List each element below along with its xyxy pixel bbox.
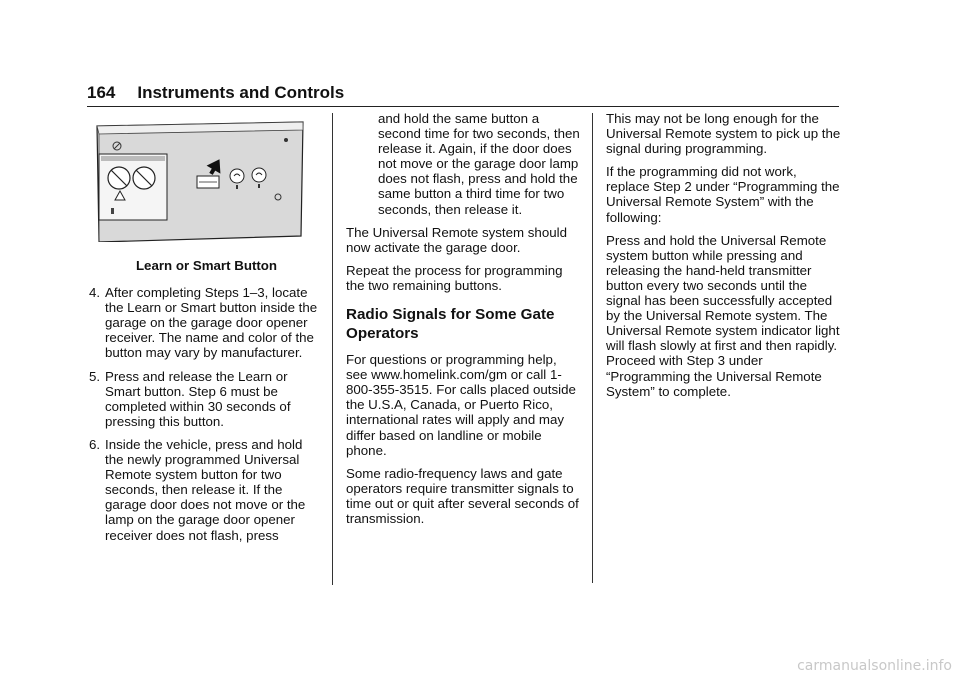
step-number: 4. xyxy=(89,285,101,301)
column-3 xyxy=(606,111,842,407)
watermark: carmanualsonline.info xyxy=(797,658,952,674)
column-divider xyxy=(332,113,333,585)
section-heading: Radio Signals for Some Gate Operators xyxy=(346,306,555,343)
paragraph: Press and hold the Universal Remote system button while pressing and releasing the hand-held transmitter button every two seconds until the signal has been successfully accepted by the Universal Remote system. The Universal Remote system indicator light will flash slowly at first and then rapidly. Proceed with Step 3 under “Programming the Universal Remote System” to complete. xyxy=(606,232,840,399)
page-number: 164 xyxy=(87,83,116,102)
figure-caption: Learn or Smart Button xyxy=(135,258,278,273)
paragraph: If the programming did not work, replace Step 2 under “Programming the Universal Remote System” with the following: xyxy=(606,164,840,225)
page-header xyxy=(87,82,839,104)
step-number: 5. xyxy=(89,368,101,384)
step-text: Inside the vehicle, press and hold the newly programmed Universal Remote system button for two seconds, then release it. If the garage door does not move or the lamp on the garage door opener receiver does not flash, press xyxy=(105,436,306,543)
column-1 xyxy=(89,120,324,551)
step-text: Press and release the Learn or Smart button. Step 6 must be completed within 30 seconds of pressing this button. xyxy=(105,368,291,429)
section-title: Instruments and Controls xyxy=(137,83,345,102)
paragraph: This may not be long enough for the Universal Remote system to pick up the signal during programming. xyxy=(606,111,841,157)
header-rule xyxy=(87,106,839,107)
paragraph: For questions or programming help, see www.homelink.com/gm or call 1-800-355-3515. For calls placed outside the U.S.A, Canada, or Puerto Rico, international rates will apply and may differ based on landline or mobile phone. xyxy=(346,352,576,458)
step-text: After completing Steps 1–3, locate the Learn or Smart button inside the garage on the garage door opener receiver. The name and color of the button may vary by manufacturer. xyxy=(105,285,318,361)
column-divider xyxy=(592,113,593,583)
step-continuation: and hold the same button a second time for two seconds, then release it. Again, if the door does not move or the garage door lamp does not flash, press and hold the same button a third time for two seconds, then release it. xyxy=(378,111,580,217)
paragraph: Some radio-frequency laws and gate operators require transmitter signals to time out or quit after several seconds of transmission. xyxy=(346,465,579,526)
paragraph: The Universal Remote system should now activate the garage door. xyxy=(346,224,567,255)
step-item xyxy=(89,369,324,429)
paragraph: Repeat the process for programming the two remaining buttons. xyxy=(346,262,563,293)
step-item xyxy=(89,437,324,543)
column-2 xyxy=(346,111,580,534)
garage-opener-illustration xyxy=(89,120,304,242)
step-number: 6. xyxy=(89,436,101,452)
step-item xyxy=(89,285,324,360)
